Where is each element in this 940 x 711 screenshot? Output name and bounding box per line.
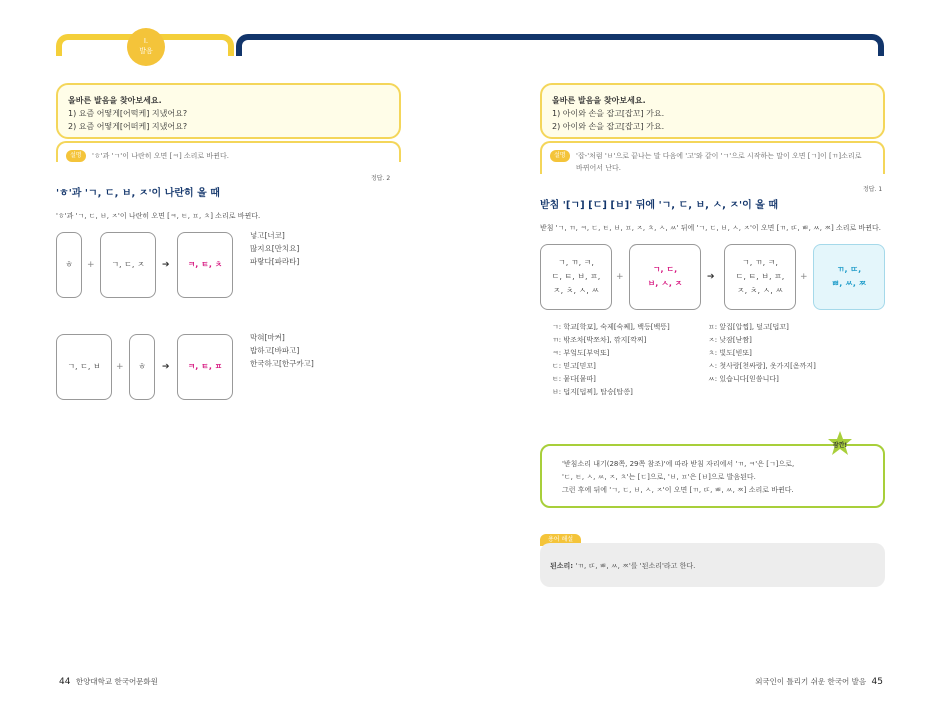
chapter-number: I.: [143, 37, 149, 45]
diagram-card: [724, 244, 796, 310]
right-question-box: [540, 83, 885, 139]
card-line: ㄱ, ㄲ, ㅋ,: [558, 258, 594, 267]
card-line: ㅂ, ㅅ, ㅈ: [647, 279, 683, 288]
example-item: ㅋ: 부엌도[부억또]: [552, 349, 610, 357]
plus-sign: +: [800, 272, 808, 282]
diagram-card: ㄱ, ㄷ, ㅈ: [100, 232, 156, 298]
card-line: ㄷ, ㅌ, ㅂ, ㅍ,: [735, 272, 785, 281]
solution-tag: 설명: [66, 150, 86, 162]
question-title: 올바른 발음을 찾아보세요.: [68, 96, 162, 105]
card-line: ㅈ, ㅊ, ㅅ, ㅆ: [736, 286, 784, 295]
footer-right: [755, 676, 886, 687]
header-bar-right: [236, 34, 884, 56]
example-list-right: [708, 321, 816, 386]
example-list-left: [552, 321, 670, 399]
definition-text: 'ㄲ, ㄸ, ㅃ, ㅆ, ㅉ'를 '된소리'라고 한다.: [573, 562, 696, 570]
question-line: 2) 요즘 어떻게[어떠케] 지냈어요?: [68, 122, 188, 131]
footer-left: [56, 676, 158, 687]
card-line: ㅈ, ㅊ, ㅅ, ㅆ: [552, 286, 600, 295]
question-line: 1) 아이와 손을 잡고[잡꼬] 가요.: [552, 109, 665, 118]
question-title: 올바른 발음을 찾아보세요.: [552, 96, 646, 105]
example-list: [250, 229, 299, 268]
card-line: ㄱ, ㄷ,: [652, 265, 678, 274]
example-item: ㅂ: 덥지[덥찌], 탑승[탑씅]: [552, 388, 633, 396]
page-number: 45: [871, 677, 883, 687]
solution-tag: 설명: [550, 150, 570, 162]
footer-text: 외국인이 틀리기 쉬운 한국어 발음: [755, 677, 867, 686]
note-line: 'ㄷ, ㅌ, ㅅ, ㅆ, ㅈ, ㅊ'는 [ㄷ]으로, 'ㅂ, ㅍ'은 [ㅂ]으로 발음된다.: [562, 473, 756, 481]
example-item: ㅅ: 첫사랑[천싸랑], 옷가지[옫까지]: [708, 362, 816, 370]
note-badge-label: 잠깐!: [832, 442, 848, 449]
example-item: 한국하고[한구카고]: [250, 359, 314, 368]
plus-sign: +: [87, 260, 95, 270]
chapter-badge: [127, 28, 165, 66]
note-line: '받침소리 내기(28쪽, 29쪽 참조)'에 따라 받침 자리에서 'ㄲ, ㅋ'은 [ㄱ]으로,: [562, 460, 795, 468]
left-question-box: [56, 83, 401, 139]
solution-text: 'ㅎ'과 'ㄱ'이 나란히 오면 [ㅋ] 소리로 바뀐다.: [92, 152, 229, 160]
page-number: 44: [59, 677, 71, 687]
example-item: 넣고[너코]: [250, 231, 285, 240]
definition-term: 된소리:: [550, 562, 574, 570]
left-rule: 'ㅎ'과 'ㄱ, ㄷ, ㅂ, ㅈ'이 나란히 오면 [ㅋ, ㅌ, ㅍ, ㅊ] 소리로 바뀐다.: [56, 212, 261, 220]
question-line: 2) 아이와 손을 잡고[잡고] 가요.: [552, 122, 665, 131]
diagram-result-card: ㅋ, ㅌ, ㅍ: [177, 334, 233, 400]
left-solution-box: [56, 141, 401, 162]
right-solution-box: [540, 141, 885, 174]
chapter-title: 발음: [139, 47, 153, 55]
example-item: ㄷ: 믿고[믿꼬]: [552, 362, 596, 370]
arrow-icon: ➔: [162, 362, 170, 372]
example-item: 파랗다[파라타]: [250, 257, 300, 266]
example-item: ㅌ: 뭍다[뭍따]: [552, 375, 596, 383]
plus-sign: +: [616, 272, 624, 282]
diagram-result-card: [813, 244, 885, 310]
arrow-icon: ➔: [162, 260, 170, 270]
example-item: ㄲ: 밖조차[박쪼차], 깎지[깍찌]: [552, 336, 647, 344]
left-section-heading: 'ㅎ'과 'ㄱ, ㄷ, ㅂ, ㅈ'이 나란히 올 때: [56, 188, 220, 199]
example-item: ㅍ: 앞집[압찝], 덮고[덥꼬]: [708, 323, 789, 331]
example-item: 막혀[마켜]: [250, 333, 285, 342]
plus-sign: +: [116, 362, 124, 372]
right-rule: 받침 'ㄱ, ㄲ, ㅋ, ㄷ, ㅌ, ㅂ, ㅍ, ㅈ, ㅊ, ㅅ, ㅆ' 뒤에 'ㄱ, ㄷ, ㅂ, ㅅ, ㅈ'이 오면 [ㄲ, ㄸ, ㅃ, ㅆ, ㅉ] 소리로 바뀐다.: [540, 224, 881, 232]
right-answer: 정답. 1: [863, 186, 883, 193]
example-item: ㅆ: 있습니다[읻씀니다]: [708, 375, 779, 383]
example-item: ㄱ: 학교[학꾜], 숙제[숙쩨], 백등[백뜽]: [552, 323, 670, 331]
diagram-card: [629, 244, 701, 310]
note-line: 그런 후에 뒤에 'ㄱ, ㄷ, ㅂ, ㅅ, ㅈ'이 오면 [ㄲ, ㄸ, ㅃ, ㅆ, ㅉ] 소리로 바뀐다.: [562, 486, 794, 494]
arrow-icon: ➔: [707, 272, 715, 282]
example-list: [250, 331, 314, 370]
diagram-card: ㅎ: [129, 334, 155, 400]
diagram-card: ㅎ: [56, 232, 82, 298]
left-answer: 정답. 2: [371, 175, 391, 182]
right-section-heading: 받침 '[ㄱ] [ㄷ] [ㅂ]' 뒤에 'ㄱ, ㄷ, ㅂ, ㅅ, ㅈ'이 올 때: [540, 200, 779, 211]
diagram-card: [540, 244, 612, 310]
footer-text: 한양대학교 한국어문화원: [75, 677, 158, 686]
definition-box: [540, 543, 885, 587]
solution-text: '잡-'처럼 'ㅂ'으로 끝나는 말 다음에 '고'와 같이 'ㄱ'으로 시작하는 말이 오면 [ㄱ]이 [ㄲ]소리로 바뀌어서 난다.: [576, 152, 862, 172]
card-line: ㄷ, ㅌ, ㅂ, ㅍ,: [551, 272, 601, 281]
example-item: 많지요[만치요]: [250, 244, 300, 253]
card-line: ㄲ, ㄸ,: [836, 265, 862, 274]
question-line: 1) 요즘 어떻게[어떡케] 지냈어요?: [68, 109, 188, 118]
diagram-result-card: ㅋ, ㅌ, ㅊ: [177, 232, 233, 298]
definition-tag: 용어 해설: [540, 534, 581, 546]
card-line: ㅃ, ㅆ, ㅉ: [831, 279, 867, 288]
example-item: 밥하고[바파고]: [250, 346, 300, 355]
diagram-card: ㄱ, ㄷ, ㅂ: [56, 334, 112, 400]
example-item: ㅊ: 빛도[빋또]: [708, 349, 752, 357]
example-item: ㅈ: 낮잠[낟짬]: [708, 336, 752, 344]
card-line: ㄱ, ㄲ, ㅋ,: [742, 258, 778, 267]
